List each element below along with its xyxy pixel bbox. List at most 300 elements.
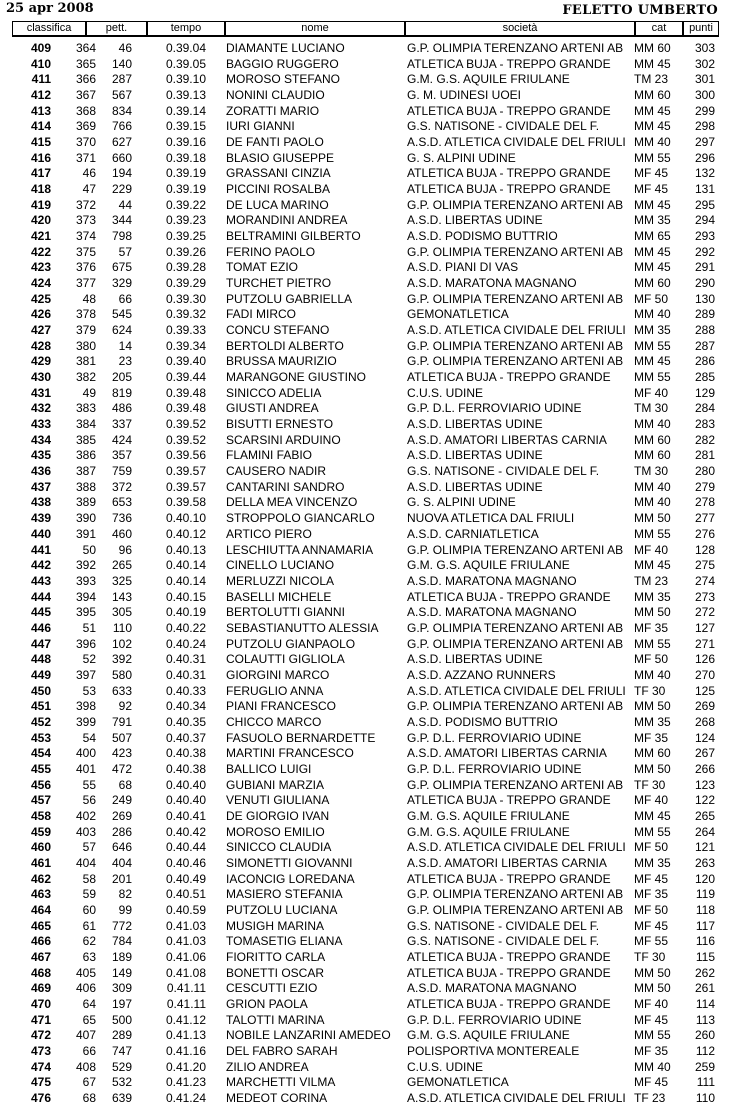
cell-tempo: 0.41.16 (165, 1044, 206, 1058)
cell-nome: SINICCO CLAUDIA (226, 840, 332, 855)
cell-classifica: 441 (30, 542, 51, 557)
cell-posizione-categoria: 381 (75, 354, 96, 369)
cell-tempo: 0.41.11 (166, 981, 206, 996)
cell-punti: 266 (694, 761, 715, 776)
cell-pettorale: 736 (111, 511, 132, 526)
cell-categoria: MM 45 (634, 808, 671, 823)
cell-punti: 264 (694, 824, 715, 839)
cell-classifica: 443 (30, 573, 51, 588)
cell-posizione-categoria: 62 (82, 934, 96, 949)
cell-societa: A.S.D. LIBERTAS UDINE (407, 417, 543, 432)
cell-nome: GIUSTI ANDREA (226, 401, 319, 416)
table-row (0, 981, 731, 997)
cell-societa: A.S.D. MARATONA MAGNANO (407, 276, 577, 291)
table-row (0, 872, 731, 888)
cell-posizione-categoria: 404 (75, 855, 96, 870)
cell-tempo: 0.40.19 (165, 605, 206, 620)
cell-pettorale: 784 (111, 934, 132, 949)
cell-posizione-categoria: 400 (75, 746, 96, 761)
table-row (0, 1075, 731, 1091)
cell-posizione-categoria: 65 (82, 1012, 96, 1027)
cell-nome: BLASIO GIUSEPPE (226, 150, 335, 165)
cell-tempo: 0.39.52 (165, 417, 206, 432)
cell-classifica: 449 (30, 667, 51, 682)
cell-posizione-categoria: 67 (82, 1075, 96, 1090)
cell-punti: 272 (694, 605, 715, 620)
cell-societa: A.S.D. AMATORI LIBERTAS CARNIA (407, 855, 607, 870)
cell-societa: GEMONATLETICA (407, 1075, 509, 1090)
col-header-pett: pett. (87, 22, 146, 35)
cell-nome: DE GIORGIO IVAN (226, 808, 330, 823)
cell-tempo: 0.41.03 (165, 934, 206, 949)
cell-categoria: MM 50 (634, 699, 671, 714)
cell-nome: NONINI CLAUDIO (226, 88, 325, 103)
table-row (0, 448, 731, 464)
cell-nome: FERINO PAOLO (226, 244, 316, 259)
cell-categoria: MM 40 (634, 307, 671, 322)
cell-pettorale: 68 (118, 777, 132, 792)
cell-societa: G.P. OLIMPIA TERENZANO ARTENI AB (407, 699, 624, 714)
cell-posizione-categoria: 370 (75, 135, 96, 150)
cell-categoria: MF 45 (634, 1012, 669, 1027)
cell-tempo: 0.41.03 (165, 918, 206, 933)
cell-pettorale: 66 (118, 291, 132, 306)
cell-punti: 285 (694, 370, 715, 385)
cell-pettorale: 197 (111, 996, 132, 1011)
cell-societa: A.S.D. AMATORI LIBERTAS CARNIA (407, 432, 607, 447)
cell-classifica: 447 (30, 636, 51, 651)
cell-nome: MEDEOT CORINA (226, 1091, 328, 1106)
cell-posizione-categoria: 373 (75, 213, 96, 228)
cell-pettorale: 96 (118, 542, 132, 557)
cell-tempo: 0.40.22 (165, 620, 206, 635)
table-row (0, 57, 731, 73)
cell-pettorale: 791 (111, 714, 132, 729)
cell-classifica: 467 (30, 949, 51, 964)
cell-pettorale: 529 (111, 1059, 132, 1074)
cell-nome: COLAUTTI GIGLIOLA (226, 652, 345, 667)
cell-nome: NOBILE LANZARINI AMEDEO (226, 1028, 391, 1043)
col-header-nome: nome (226, 22, 404, 35)
cell-pettorale: 189 (111, 949, 132, 964)
cell-pettorale: 140 (111, 56, 132, 71)
cell-pettorale: 265 (111, 558, 132, 573)
cell-pettorale: 205 (111, 370, 132, 385)
cell-posizione-categoria: 407 (75, 1028, 96, 1043)
cell-categoria: TM 30 (634, 401, 669, 416)
cell-categoria: MM 55 (634, 150, 671, 165)
cell-classifica: 427 (30, 323, 51, 338)
cell-punti: 269 (694, 699, 715, 714)
cell-classifica: 428 (30, 338, 51, 353)
cell-classifica: 424 (30, 276, 51, 291)
cell-classifica: 468 (30, 965, 51, 980)
cell-tempo: 0.39.26 (165, 244, 206, 259)
cell-punti: 271 (694, 636, 715, 651)
cell-pettorale: 624 (111, 323, 132, 338)
cell-pettorale: 44 (118, 197, 132, 212)
cell-punti: 125 (694, 683, 715, 698)
col-header-punti: punti (684, 22, 718, 35)
cell-societa: A.S.D. MARATONA MAGNANO (407, 605, 577, 620)
cell-nome: BELTRAMINI GILBERTO (226, 229, 361, 244)
cell-classifica: 460 (30, 840, 51, 855)
cell-pettorale: 392 (111, 652, 132, 667)
cell-classifica: 475 (30, 1075, 51, 1090)
cell-punti: 115 (695, 949, 715, 964)
cell-posizione-categoria: 399 (75, 714, 96, 729)
cell-posizione-categoria: 403 (75, 824, 96, 839)
table-row (0, 511, 731, 527)
results-table (0, 41, 731, 1107)
cell-tempo: 0.41.13 (165, 1028, 206, 1043)
cell-pettorale: 404 (111, 855, 132, 870)
cell-categoria: MM 60 (634, 432, 671, 447)
cell-societa: NUOVA ATLETICA DAL FRIULI (407, 511, 575, 526)
cell-categoria: MM 35 (634, 213, 671, 228)
cell-punti: 263 (694, 855, 715, 870)
cell-classifica: 422 (30, 244, 51, 259)
cell-posizione-categoria: 396 (75, 636, 96, 651)
cell-classifica: 412 (30, 88, 51, 103)
table-row (0, 354, 731, 370)
cell-punti: 268 (694, 714, 715, 729)
cell-tempo: 0.41.24 (165, 1091, 206, 1106)
table-row (0, 307, 731, 323)
cell-posizione-categoria: 366 (75, 72, 96, 87)
cell-societa: G.M. G.S. AQUILE FRIULANE (407, 824, 570, 839)
cell-categoria: MM 55 (634, 824, 671, 839)
cell-posizione-categoria: 380 (75, 338, 96, 353)
cell-classifica: 426 (30, 307, 51, 322)
cell-nome: SINICCO ADELIA (226, 385, 322, 400)
cell-posizione-categoria: 402 (75, 808, 96, 823)
cell-societa: A.S.D. LIBERTAS UDINE (407, 213, 543, 228)
cell-nome: DELLA MEA VINCENZO (226, 495, 358, 510)
cell-nome: MASIERO STEFANIA (226, 887, 343, 902)
cell-nome: PUTZOLU GIANPAOLO (226, 636, 356, 651)
cell-punti: 289 (694, 307, 715, 322)
cell-nome: TALOTTI MARINA (226, 1012, 325, 1027)
cell-societa: G.P. D.L. FERROVIARIO UDINE (407, 401, 582, 416)
cell-societa: ATLETICA BUJA - TREPPO GRANDE (407, 996, 611, 1011)
cell-punti: 287 (694, 338, 715, 353)
cell-nome: DE FANTI PAOLO (226, 135, 324, 150)
cell-tempo: 0.40.42 (165, 824, 206, 839)
cell-punti: 288 (694, 323, 715, 338)
cell-tempo: 0.39.58 (165, 495, 206, 510)
cell-nome: BALLICO LUIGI (226, 761, 312, 776)
cell-tempo: 0.39.40 (165, 354, 206, 369)
cell-categoria: MM 55 (634, 370, 671, 385)
cell-posizione-categoria: 405 (75, 965, 96, 980)
table-row (0, 762, 731, 778)
cell-tempo: 0.39.48 (165, 385, 206, 400)
cell-societa: A.S.D. ATLETICA CIVIDALE DEL FRIULI (407, 323, 626, 338)
table-row (0, 840, 731, 856)
cell-posizione-categoria: 61 (82, 918, 96, 933)
cell-tempo: 0.40.49 (165, 871, 206, 886)
cell-nome: MOROSO STEFANO (226, 72, 341, 87)
cell-societa: A.S.D. CARNIATLETICA (407, 526, 539, 541)
cell-nome: BRUSSA MAURIZIO (226, 354, 337, 369)
cell-classifica: 436 (30, 464, 51, 479)
cell-punti: 297 (694, 135, 715, 150)
cell-categoria: TF 30 (634, 683, 666, 698)
cell-categoria: MM 60 (634, 88, 671, 103)
cell-societa: C.U.S. UDINE (407, 385, 484, 400)
cell-societa: G.M. G.S. AQUILE FRIULANE (407, 808, 570, 823)
cell-classifica: 417 (30, 166, 51, 181)
cell-societa: G.P. D.L. FERROVIARIO UDINE (407, 730, 582, 745)
cell-nome: ZORATTI MARIO (226, 103, 320, 118)
cell-categoria: MM 40 (634, 479, 671, 494)
cell-nome: BONETTI OSCAR (226, 965, 325, 980)
cell-classifica: 440 (30, 526, 51, 541)
cell-pettorale: 532 (111, 1075, 132, 1090)
cell-societa: A.S.D. ATLETICA CIVIDALE DEL FRIULI (407, 683, 626, 698)
table-row (0, 276, 731, 292)
table-row (0, 950, 731, 966)
cell-tempo: 0.41.08 (165, 965, 206, 980)
cell-tempo: 0.39.33 (165, 323, 206, 338)
cell-categoria: MM 55 (634, 526, 671, 541)
cell-nome: CAUSERO NADIR (226, 464, 327, 479)
cell-tempo: 0.40.44 (165, 840, 206, 855)
cell-posizione-categoria: 389 (75, 495, 96, 510)
cell-categoria: MM 35 (634, 714, 671, 729)
table-row (0, 793, 731, 809)
table-row (0, 668, 731, 684)
cell-classifica: 465 (30, 918, 51, 933)
cell-nome: SCARSINI ARDUINO (226, 432, 341, 447)
cell-nome: IURI GIANNI (226, 119, 295, 134)
cell-categoria: MF 40 (634, 385, 669, 400)
cell-societa: A.S.D. LIBERTAS UDINE (407, 652, 543, 667)
cell-classifica: 413 (30, 103, 51, 118)
cell-pettorale: 424 (111, 432, 132, 447)
table-row (0, 527, 731, 543)
cell-tempo: 0.41.23 (165, 1075, 206, 1090)
table-row (0, 919, 731, 935)
cell-punti: 110 (695, 1091, 715, 1106)
cell-pettorale: 46 (118, 41, 132, 55)
cell-tempo: 0.39.57 (165, 479, 206, 494)
cell-tempo: 0.41.12 (165, 1012, 206, 1027)
cell-categoria: TM 23 (634, 573, 669, 588)
cell-punti: 282 (694, 432, 715, 447)
table-row (0, 370, 731, 386)
cell-punti: 120 (694, 871, 715, 886)
cell-posizione-categoria: 397 (75, 667, 96, 682)
cell-posizione-categoria: 56 (82, 793, 96, 808)
cell-classifica: 459 (30, 824, 51, 839)
cell-posizione-categoria: 47 (82, 182, 96, 197)
cell-categoria: MM 50 (634, 965, 671, 980)
table-row (0, 213, 731, 229)
cell-tempo: 0.40.34 (165, 699, 206, 714)
table-row (0, 746, 731, 762)
cell-classifica: 456 (30, 777, 51, 792)
cell-punti: 124 (694, 730, 715, 745)
cell-societa: G.M. G.S. AQUILE FRIULANE (407, 558, 570, 573)
cell-categoria: MF 45 (634, 871, 669, 886)
table-row (0, 464, 731, 480)
cell-classifica: 410 (30, 56, 51, 71)
cell-tempo: 0.40.40 (165, 777, 206, 792)
cell-classifica: 431 (30, 385, 51, 400)
cell-nome: PUTZOLU LUCIANA (226, 902, 338, 917)
cell-punti: 293 (694, 229, 715, 244)
cell-tempo: 0.39.22 (165, 197, 206, 212)
cell-tempo: 0.40.14 (165, 558, 206, 573)
cell-tempo: 0.39.05 (165, 56, 206, 71)
cell-posizione-categoria: 401 (75, 761, 96, 776)
cell-classifica: 434 (30, 432, 51, 447)
table-row (0, 715, 731, 731)
table-row (0, 605, 731, 621)
cell-societa: ATLETICA BUJA - TREPPO GRANDE (407, 56, 611, 71)
cell-punti: 111 (696, 1075, 715, 1090)
cell-tempo: 0.39.56 (165, 448, 206, 463)
cell-societa: G.P. OLIMPIA TERENZANO ARTENI AB (407, 41, 624, 55)
cell-pettorale: 357 (111, 448, 132, 463)
cell-categoria: MM 35 (634, 589, 671, 604)
table-row (0, 292, 731, 308)
cell-pettorale: 633 (111, 683, 132, 698)
cell-societa: G.P. OLIMPIA TERENZANO ARTENI AB (407, 197, 624, 212)
cell-categoria: TF 23 (634, 1091, 666, 1106)
cell-posizione-categoria: 369 (75, 119, 96, 134)
cell-posizione-categoria: 48 (82, 291, 96, 306)
cell-nome: STROPPOLO GIANCARLO (226, 511, 375, 526)
cell-tempo: 0.41.11 (166, 996, 206, 1011)
cell-classifica: 454 (30, 746, 51, 761)
cell-posizione-categoria: 385 (75, 432, 96, 447)
cell-societa: ATLETICA BUJA - TREPPO GRANDE (407, 589, 611, 604)
table-row (0, 699, 731, 715)
table-row (0, 825, 731, 841)
cell-classifica: 466 (30, 934, 51, 949)
cell-societa: ATLETICA BUJA - TREPPO GRANDE (407, 182, 611, 197)
cell-pettorale: 269 (111, 808, 132, 823)
cell-pettorale: 627 (111, 135, 132, 150)
cell-classifica: 473 (30, 1044, 51, 1058)
cell-pettorale: 102 (111, 636, 132, 651)
cell-posizione-categoria: 58 (82, 871, 96, 886)
table-row (0, 637, 731, 653)
cell-pettorale: 110 (112, 620, 132, 635)
cell-nome: TOMASETIG ELIANA (226, 934, 343, 949)
cell-nome: PICCINI ROSALBA (226, 182, 331, 197)
cell-nome: MARCHETTI VILMA (226, 1075, 336, 1090)
cell-pettorale: 286 (111, 824, 132, 839)
cell-societa: A.S.D. AZZANO RUNNERS (407, 667, 556, 682)
cell-punti: 281 (694, 448, 715, 463)
cell-classifica: 463 (30, 887, 51, 902)
cell-tempo: 0.39.29 (165, 276, 206, 291)
cell-tempo: 0.40.38 (165, 761, 206, 776)
cell-posizione-categoria: 406 (75, 981, 96, 996)
cell-punti: 273 (694, 589, 715, 604)
table-row (0, 558, 731, 574)
cell-punti: 127 (694, 620, 715, 635)
cell-classifica: 458 (30, 808, 51, 823)
cell-pettorale: 766 (111, 119, 132, 134)
cell-categoria: MM 45 (634, 354, 671, 369)
cell-classifica: 432 (30, 401, 51, 416)
cell-societa: G.P. OLIMPIA TERENZANO ARTENI AB (407, 354, 624, 369)
cell-classifica: 452 (30, 714, 51, 729)
cell-categoria: MM 45 (634, 56, 671, 71)
cell-punti: 267 (694, 746, 715, 761)
cell-punti: 265 (694, 808, 715, 823)
cell-categoria: MM 35 (634, 855, 671, 870)
cell-nome: GIORGINI MARCO (226, 667, 330, 682)
cell-punti: 112 (695, 1044, 715, 1058)
table-row (0, 1091, 731, 1107)
cell-classifica: 429 (30, 354, 51, 369)
cell-punti: 129 (694, 385, 715, 400)
cell-tempo: 0.40.31 (165, 652, 206, 667)
cell-societa: A.S.D. MARATONA MAGNANO (407, 981, 577, 996)
cell-posizione-categoria: 66 (82, 1044, 96, 1058)
cell-societa: G.P. OLIMPIA TERENZANO ARTENI AB (407, 244, 624, 259)
cell-pettorale: 287 (111, 72, 132, 87)
cell-posizione-categoria: 390 (75, 511, 96, 526)
cell-pettorale: 289 (111, 1028, 132, 1043)
table-row (0, 809, 731, 825)
cell-posizione-categoria: 395 (75, 605, 96, 620)
cell-posizione-categoria: 64 (82, 996, 96, 1011)
cell-categoria: MM 45 (634, 558, 671, 573)
cell-classifica: 470 (30, 996, 51, 1011)
cell-pettorale: 325 (111, 573, 132, 588)
cell-posizione-categoria: 364 (75, 41, 96, 55)
cell-tempo: 0.39.15 (165, 119, 206, 134)
cell-categoria: MM 45 (634, 260, 671, 275)
table-row (0, 386, 731, 402)
cell-punti: 298 (694, 119, 715, 134)
cell-classifica: 476 (30, 1091, 51, 1106)
cell-pettorale: 309 (111, 981, 132, 996)
cell-categoria: MM 45 (634, 244, 671, 259)
cell-punti: 262 (694, 965, 715, 980)
cell-tempo: 0.41.06 (165, 949, 206, 964)
cell-societa: A.S.D. ATLETICA CIVIDALE DEL FRIULI (407, 1091, 626, 1106)
cell-posizione-categoria: 378 (75, 307, 96, 322)
cell-classifica: 419 (30, 197, 51, 212)
table-row (0, 401, 731, 417)
cell-categoria: TM 30 (634, 464, 669, 479)
cell-tempo: 0.40.12 (165, 526, 206, 541)
cell-tempo: 0.39.32 (165, 307, 206, 322)
cell-tempo: 0.39.44 (165, 370, 206, 385)
table-row (0, 543, 731, 559)
cell-pettorale: 772 (111, 918, 132, 933)
cell-categoria: MM 40 (634, 417, 671, 432)
cell-pettorale: 660 (111, 150, 132, 165)
cell-pettorale: 460 (111, 526, 132, 541)
cell-nome: BERTOLDI ALBERTO (226, 338, 344, 353)
table-row (0, 1028, 731, 1044)
cell-punti: 294 (694, 213, 715, 228)
cell-nome: CONCU STEFANO (226, 323, 330, 338)
cell-tempo: 0.40.15 (165, 589, 206, 604)
cell-punti: 286 (694, 354, 715, 369)
table-row (0, 260, 731, 276)
cell-tempo: 0.40.46 (165, 855, 206, 870)
